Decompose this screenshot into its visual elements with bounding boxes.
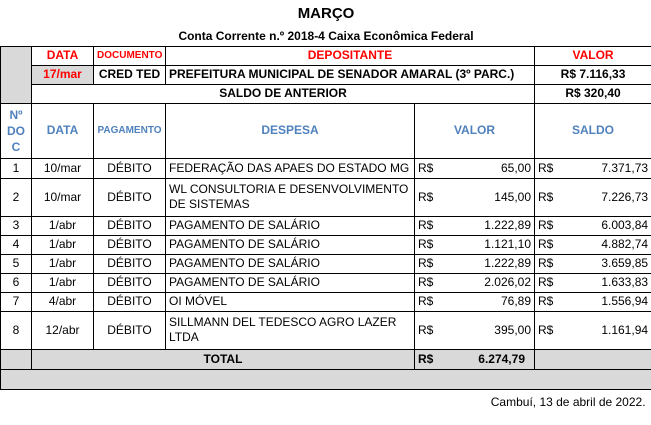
balance-header: SALDO	[535, 103, 651, 158]
table-row	[1, 235, 651, 254]
currency-symbol: R$	[418, 294, 434, 308]
row-balance	[535, 178, 651, 216]
row-expense: PAGAMENTO DE SALÁRIO	[166, 273, 415, 292]
payment-header: PAGAMENTO	[94, 103, 166, 158]
row-balance	[535, 216, 651, 235]
depositor-name: PREFEITURA MUNICIPAL DE SENADOR AMARAL (3º PARC.)	[166, 65, 535, 84]
deposit-date-header: DATA	[32, 46, 94, 65]
table-row	[1, 178, 651, 216]
row-number: 4	[1, 235, 32, 254]
currency-symbol: R$	[538, 294, 554, 308]
total-row	[1, 349, 651, 369]
row-date: 1/abr	[32, 254, 94, 273]
value-amount: 145,00	[494, 189, 531, 204]
value-amount: 2.026,02	[484, 275, 531, 289]
account-subtitle: Conta Corrente n.º 2018-4 Caixa Econômica Federal	[1, 27, 651, 46]
row-value	[415, 292, 535, 311]
previous-balance-value: R$ 320,40	[535, 84, 651, 103]
currency-symbol: R$	[538, 322, 554, 337]
table-row	[1, 292, 651, 311]
currency-symbol: R$	[538, 218, 554, 232]
row-expense: PAGAMENTO DE SALÁRIO	[166, 216, 415, 235]
row-value	[415, 178, 535, 216]
row-date: 10/mar	[32, 158, 94, 178]
row-value	[415, 254, 535, 273]
currency-symbol: R$	[418, 237, 434, 251]
row-payment: DÉBITO	[94, 178, 166, 216]
row-number: 6	[1, 273, 32, 292]
deposit-value-header: VALOR	[535, 46, 651, 65]
row-payment: DÉBITO	[94, 311, 166, 349]
place-date: Cambuí, 13 de abril de 2022.	[490, 394, 646, 409]
row-balance	[535, 235, 651, 254]
blank-gray-row	[1, 369, 651, 389]
row-payment: DÉBITO	[94, 292, 166, 311]
currency-symbol: R$	[538, 275, 554, 289]
balance-amount: 7.371,73	[601, 160, 649, 175]
row-expense: PAGAMENTO DE SALÁRIO	[166, 235, 415, 254]
row-date: 4/abr	[32, 292, 94, 311]
value-amount: 1.222,89	[484, 218, 531, 232]
total-spacer	[1, 349, 32, 369]
total-balance-empty	[535, 349, 651, 369]
currency-symbol: R$	[418, 189, 434, 204]
header-spacer	[1, 46, 32, 103]
row-number: 5	[1, 254, 32, 273]
depositor-header: DEPOSITANTE	[166, 46, 535, 65]
row-expense: OI MÓVEL	[166, 292, 415, 311]
value-amount: 65,00	[500, 160, 531, 175]
row-value	[415, 158, 535, 178]
balance-amount: 3.659,85	[601, 256, 649, 270]
row-expense: FEDERAÇÃO DAS APAES DO ESTADO MG	[166, 158, 415, 178]
row-date: 12/abr	[32, 311, 94, 349]
deposit-value: R$ 7.116,33	[535, 65, 651, 84]
row-balance	[535, 292, 651, 311]
total-value	[415, 349, 535, 369]
currency-symbol: R$	[538, 237, 554, 251]
row-balance	[535, 273, 651, 292]
row-balance	[535, 311, 651, 349]
balance-amount: 6.003,84	[601, 218, 649, 232]
currency-symbol: R$	[418, 322, 434, 337]
table-row	[1, 311, 651, 349]
currency-symbol: R$	[418, 160, 434, 175]
row-expense: PAGAMENTO DE SALÁRIO	[166, 254, 415, 273]
deposit-date: 17/mar	[32, 65, 94, 84]
doc-number-header-line2: DO	[7, 123, 25, 138]
date-header: DATA	[32, 103, 94, 158]
previous-balance-label: SALDO DE ANTERIOR	[32, 84, 535, 103]
table-row	[1, 216, 651, 235]
row-value	[415, 273, 535, 292]
row-payment: DÉBITO	[94, 235, 166, 254]
row-date: 1/abr	[32, 216, 94, 235]
value-amount: 1.121,10	[484, 237, 531, 251]
row-number: 2	[1, 178, 32, 216]
row-payment: DÉBITO	[94, 216, 166, 235]
value-header: VALOR	[415, 103, 535, 158]
doc-number-header	[1, 103, 32, 158]
balance-amount: 1.161,94	[601, 322, 649, 337]
row-expense: SILLMANN DEL TEDESCO AGRO LAZER LTDA	[166, 311, 415, 349]
row-balance	[535, 254, 651, 273]
deposit-document: CRED TED	[94, 65, 166, 84]
value-amount: 395,00	[494, 322, 531, 337]
balance-amount: 1.556,94	[601, 294, 649, 308]
currency-symbol: R$	[538, 256, 554, 270]
total-currency: R$	[418, 351, 434, 366]
row-date: 1/abr	[32, 235, 94, 254]
balance-amount: 7.226,73	[601, 189, 649, 204]
blank-row	[1, 369, 651, 389]
currency-symbol: R$	[538, 189, 554, 204]
table-row	[1, 254, 651, 273]
currency-symbol: R$	[418, 218, 434, 232]
row-number: 1	[1, 158, 32, 178]
balance-amount: 1.633,83	[601, 275, 649, 289]
expense-header: DESPESA	[166, 103, 415, 158]
row-payment: DÉBITO	[94, 254, 166, 273]
row-value	[415, 311, 535, 349]
currency-symbol: R$	[418, 256, 434, 270]
row-expense: WL CONSULTORIA E DESENVOLVIMENTO DE SISTEMAS	[166, 178, 415, 216]
value-amount: 76,89	[500, 294, 531, 308]
row-value	[415, 235, 535, 254]
row-payment: DÉBITO	[94, 273, 166, 292]
table-row	[1, 158, 651, 178]
total-amount: 6.274,79	[478, 351, 525, 366]
row-number: 3	[1, 216, 32, 235]
value-amount: 1.222,89	[484, 256, 531, 270]
doc-number-header-line3: C	[11, 139, 21, 154]
report-title: MARÇO	[297, 5, 355, 22]
row-number: 8	[1, 311, 32, 349]
row-balance	[535, 158, 651, 178]
currency-symbol: R$	[418, 275, 434, 289]
total-label: TOTAL	[32, 349, 415, 369]
row-payment: DÉBITO	[94, 158, 166, 178]
row-date: 1/abr	[32, 273, 94, 292]
balance-amount: 4.882,74	[601, 237, 649, 251]
doc-number-header-line1: Nº	[9, 107, 23, 122]
currency-symbol: R$	[538, 160, 554, 175]
deposit-document-header: DOCUMENTO	[94, 46, 166, 65]
row-value	[415, 216, 535, 235]
row-number: 7	[1, 292, 32, 311]
row-date: 10/mar	[32, 178, 94, 216]
table-row	[1, 273, 651, 292]
